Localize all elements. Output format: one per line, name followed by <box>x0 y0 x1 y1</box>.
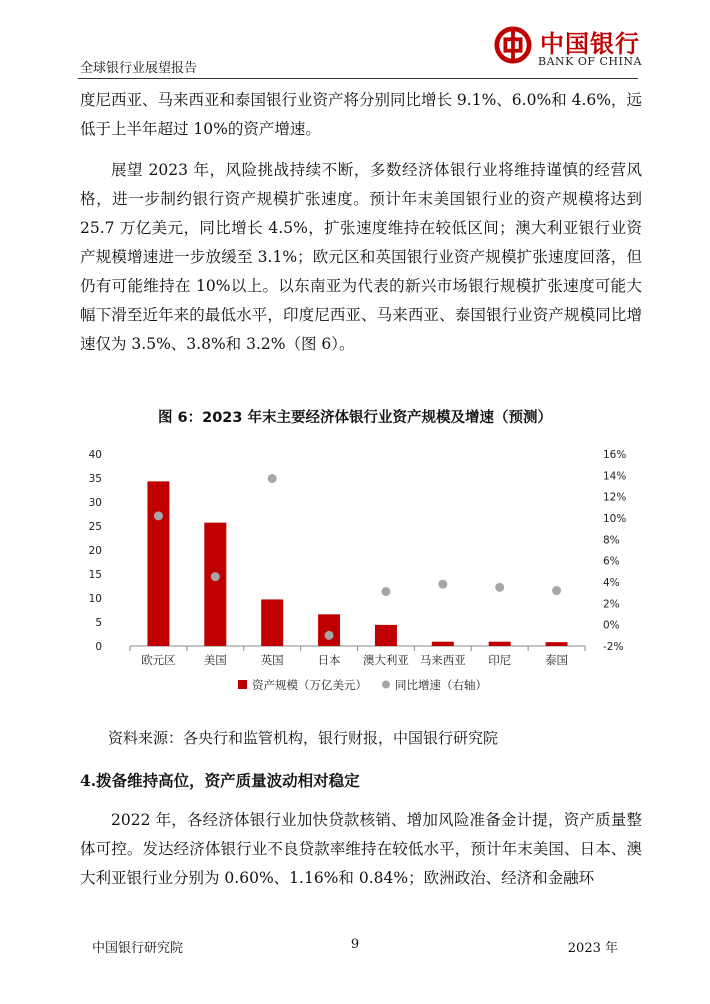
category-label: 日本 <box>317 653 341 667</box>
left-axis-tick-label: 20 <box>88 545 102 557</box>
bar-6 <box>489 642 511 646</box>
growth-point-4 <box>381 587 390 596</box>
right-axis-tick-label: 10% <box>603 513 627 525</box>
bank-logo <box>494 24 644 76</box>
category-label: 印尼 <box>488 653 512 667</box>
right-axis-tick-label: 4% <box>603 577 620 589</box>
growth-point-0 <box>154 511 163 520</box>
right-axis-tick-label: 16% <box>603 449 627 461</box>
bar-5 <box>432 642 454 646</box>
right-axis-tick-label: 2% <box>603 598 620 611</box>
section-heading: 4.拨备维持高位，资产质量波动相对稳定 <box>80 771 360 790</box>
growth-point-2 <box>268 474 277 483</box>
page-number: 9 <box>350 937 360 952</box>
left-axis-tick-label: 35 <box>88 473 102 485</box>
asset-growth-chart <box>60 436 660 704</box>
right-axis-tick-label: 0% <box>603 619 620 632</box>
header-divider <box>78 78 638 79</box>
boc-emblem-icon <box>494 26 532 64</box>
right-axis-tick-label: 8% <box>603 534 620 547</box>
bar-1 <box>204 523 226 646</box>
bar-7 <box>546 642 568 646</box>
left-axis-tick-label: 30 <box>88 497 102 509</box>
left-axis-tick-label: 15 <box>88 569 102 581</box>
legend-point-swatch <box>382 681 390 689</box>
growth-point-5 <box>438 580 447 589</box>
left-axis-tick-label: 40 <box>88 449 102 461</box>
left-axis-tick-label: 25 <box>88 521 102 533</box>
right-axis-tick-label: -2% <box>603 641 624 653</box>
report-title: 全球银行业展望报告 <box>80 61 198 76</box>
bar-0 <box>147 481 169 646</box>
figure-caption: 图 6：2023 年末主要经济体银行业资产规模及增速（预测） <box>157 410 553 426</box>
growth-point-3 <box>325 631 334 640</box>
growth-point-1 <box>211 572 220 581</box>
category-label: 澳大利亚 <box>362 653 409 667</box>
legend-bar-swatch <box>238 680 247 689</box>
bar-2 <box>261 599 283 646</box>
logo-english-name: BANK OF CHINA <box>538 55 642 68</box>
bar-3 <box>318 614 340 646</box>
legend-bar-label: 资产规模（万亿美元） <box>252 678 367 692</box>
category-label: 英国 <box>260 653 284 667</box>
category-label: 泰国 <box>545 653 569 667</box>
footer-org: 中国银行研究院 <box>92 941 184 956</box>
right-axis-tick-label: 14% <box>603 470 627 483</box>
figure-source: 资料来源：各央行和监管机构，银行财报，中国银行研究院 <box>108 729 499 747</box>
paragraph-2: 展望 2023 年，风险挑战持续不断，多数经济体银行业将维持谨慎的经营风格，进一步制约银行资产规模扩张速度。预计年末美国银行业的资产规模将达到 25.7 万亿美元，同比增长 4.5%，扩张速度维持在较低区间；澳大利亚银行业资产规模增速进一步放缓至 3.1%；欧元区和英国银行业资产规模扩张速度回落，但仍有可能维持在 10%以上。以东南亚为代表的新兴市场银行规模扩张速度可能大幅下滑至近年来的最低水平，印度尼西亚、马来西亚、泰国银行业资产规模同比增速仅为 3.5%、3.8%和 3.2%（图 6）。 <box>80 161 642 353</box>
left-axis-tick-label: 5 <box>95 617 102 629</box>
legend-point-label: 同比增速（右轴） <box>395 678 487 692</box>
left-axis-tick-label: 10 <box>88 593 102 605</box>
growth-point-7 <box>552 586 561 595</box>
growth-point-6 <box>495 583 504 592</box>
paragraph-1: 度尼西亚、马来西亚和泰国银行业资产将分别同比增长 9.1%、6.0%和 4.6%，远低于上半年超过 10%的资产增速。 <box>80 91 642 138</box>
category-label: 马来西亚 <box>419 653 466 667</box>
footer-year: 2023 年 <box>567 941 618 956</box>
category-label: 美国 <box>203 653 227 667</box>
logo-chinese-name: 中国银行 <box>540 29 640 58</box>
category-label: 欧元区 <box>141 653 176 667</box>
left-axis-tick-label: 0 <box>95 641 102 653</box>
bar-4 <box>375 625 397 646</box>
paragraph-3: 2022 年，各经济体银行业加快贷款核销、增加风险准备金计提，资产质量整体可控。发达经济体银行业不良贷款率维持在较低水平，预计年末美国、日本、澳大利亚银行业分别为 0.60%、1.16%和 0.84%；欧洲政治、经济和金融环 <box>80 811 642 887</box>
right-axis-tick-label: 6% <box>603 555 620 568</box>
right-axis-tick-label: 12% <box>603 491 627 504</box>
